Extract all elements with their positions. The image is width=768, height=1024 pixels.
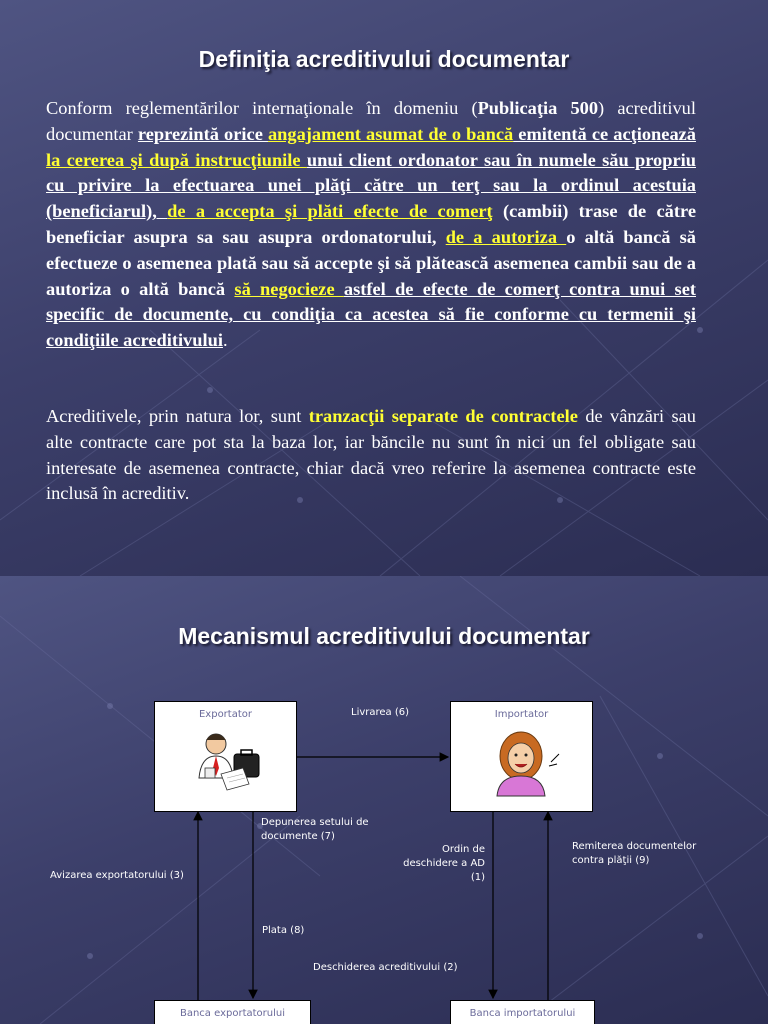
text-segment: ) acreditivul documentar: [46, 98, 696, 144]
flow-notify-exporter-label: Avizarea exportatorului (3): [50, 870, 184, 881]
slide-title: Definiţia acreditivului documentar: [198, 46, 570, 72]
importer-box: [450, 701, 593, 812]
text-segment: emitentă ce acţionează: [513, 123, 696, 144]
text-segment: de a autoriza: [445, 226, 567, 247]
slide-title: Mecanismul acreditivului documentar: [178, 623, 590, 649]
definition-paragraph: [46, 96, 696, 354]
flow-open-order-label: Ordin de deschidere a AD (1): [403, 844, 485, 883]
flow-open-credit-label: Deschiderea acreditivului (2): [313, 962, 458, 973]
slide-mechanism: [0, 576, 768, 1024]
text-segment: la cererea şi după instrucţiunile: [46, 149, 307, 170]
separation-paragraph: [46, 404, 696, 507]
text-segment: astfel de efecte de comerţ contra unui set specific de documente, cu condiţia ca acestea să fie conforme cu termenii şi condiţiile acreditivului: [46, 278, 696, 351]
text-segment: de vânzări sau alte contracte care pot sta la baza lor, iar băncile nu sunt în nici un fel obligate sau interesate de asemenea contracte, chiar dacă vreo referire la asemenea contracte este inclusă în acreditiv.: [46, 406, 697, 504]
flow-deposit-docs-label: Depunerea setului de documente (7): [261, 817, 369, 842]
businessman-icon: [155, 702, 296, 811]
text-segment: unui client ordonator sau în numele său propriu cu privire la efectuarea unei plăţi către un terţ sau la ordinul acestuia (beneficiarul),: [46, 149, 696, 222]
text-segment: .: [222, 330, 228, 351]
text-segment: Acreditivele, prin natura lor, sunt: [46, 406, 309, 426]
exporter-label: Exportator: [198, 709, 252, 720]
importer-bank-label: Banca importatorului: [469, 1008, 576, 1019]
flow-payment-label: Plata (8): [262, 925, 305, 936]
importer-bank-box: [450, 1000, 595, 1024]
text-segment: (cambii) trase de către beneficiar asupra sa sau asupra ordonatorului,: [46, 201, 696, 247]
flow-arrows: [0, 576, 768, 1024]
flow-delivery-label: Livrarea (6): [351, 707, 410, 718]
text-segment: să negocieze: [234, 278, 344, 299]
text-segment: reprezintă orice: [137, 123, 268, 144]
text-segment: tranzacţii separate de contractele: [308, 406, 578, 426]
exporter-bank-box: [154, 1000, 311, 1024]
flow-remit-docs-label: Remiterea documentelor contra plăţii (9): [572, 841, 697, 866]
importer-label: Importator: [494, 709, 549, 720]
exporter-box: [154, 701, 297, 812]
exporter-bank-label: Banca exportatorului: [179, 1008, 286, 1019]
text-segment: Publicaţia 500: [477, 98, 599, 118]
woman-icon: [451, 702, 592, 811]
text-segment: angajament asumat de o bancă: [267, 123, 514, 144]
text-segment: de a accepta şi plăti efecte de comerţ: [167, 201, 493, 222]
text-segment: o altă bancă să efectueze o asemenea plată sau să accepte şi să plătească asemenea cambii sau de a autoriza o altă bancă: [46, 226, 696, 299]
text-segment: Conform reglementărilor internaţionale în domeniu (: [46, 98, 478, 118]
